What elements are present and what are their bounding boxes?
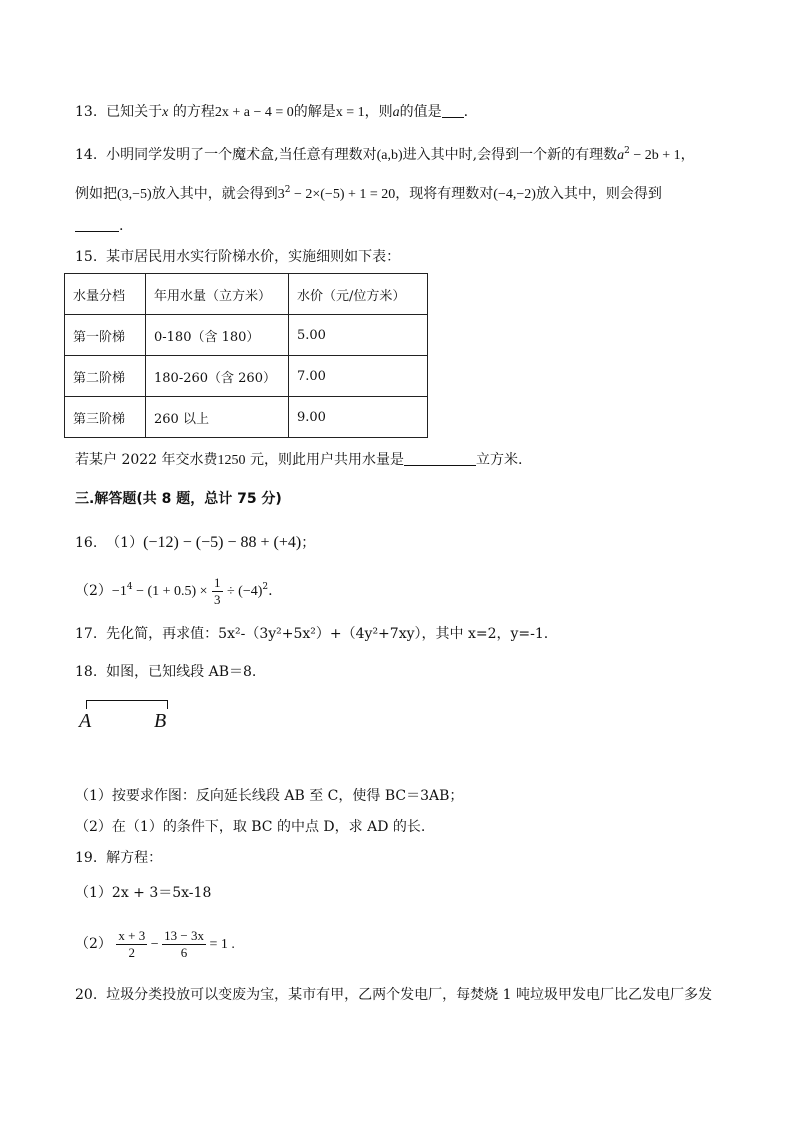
question-13 bbox=[75, 102, 468, 123]
q14-text: ，现将有理数对 bbox=[395, 186, 494, 202]
q18-part-1: （1）按要求作图：反向延长线段 AB 至 C，使得 BC＝3AB； bbox=[75, 788, 464, 804]
q20-text: 垃圾分类投放可以变废为宝，某市有甲，乙两个发电厂，每焚烧 1 吨垃圾甲发电厂比乙发电厂多发 bbox=[106, 987, 712, 1003]
q13-text: 的值是 bbox=[399, 104, 442, 120]
q14-text: . bbox=[119, 218, 124, 234]
q16-exponent: 2 bbox=[262, 582, 269, 592]
table-header-cell: 水量分档 bbox=[65, 274, 146, 315]
q13-text: 已知关于 bbox=[106, 104, 163, 120]
q13-answer-blank[interactable] bbox=[442, 103, 464, 118]
table-header-cell: 水价（元/位方米） bbox=[289, 274, 428, 315]
water-price-table bbox=[64, 273, 428, 438]
fraction-denominator: 2 bbox=[128, 944, 136, 960]
question-15 bbox=[75, 247, 400, 267]
q19-part-1: （1）2x + 3＝5x-18 bbox=[75, 885, 212, 901]
question-16-part-1 bbox=[75, 533, 315, 553]
q13-text: ，则 bbox=[364, 104, 393, 120]
point-a-label: A bbox=[79, 710, 92, 732]
q14-pair: (a,b) bbox=[376, 148, 403, 163]
q19-fraction-2 bbox=[162, 928, 206, 961]
q17-number: 17. bbox=[75, 626, 98, 642]
q16-text: ； bbox=[301, 535, 316, 551]
table-header-row bbox=[65, 274, 428, 315]
q17-text: 先化简，再求值：5x²-（3y²+5x²）+（4y²+7xy），其中 x=2，y=-1. bbox=[106, 626, 549, 642]
fraction-numerator: 13 − 3x bbox=[164, 927, 204, 943]
question-20 bbox=[75, 985, 712, 1005]
table-cell: 5.00 bbox=[289, 315, 428, 356]
q13-solution: x = 1 bbox=[335, 105, 365, 120]
q15-text: 元，则此用户共用水量是 bbox=[245, 452, 404, 468]
fraction-numerator: x + 3 bbox=[118, 927, 146, 943]
q15-answer-blank[interactable] bbox=[404, 451, 476, 466]
q15-number: 15. bbox=[75, 249, 98, 265]
q18-text: 如图，已知线段 AB＝8. bbox=[106, 664, 257, 680]
fraction-numerator: 1 bbox=[214, 574, 221, 590]
q15-text: 若某户 2022 年交水费 bbox=[75, 452, 218, 468]
table-cell: 260 以上 bbox=[146, 397, 289, 438]
q13-text: . bbox=[463, 104, 469, 120]
question-16-part-2 bbox=[75, 570, 273, 607]
segment-ab bbox=[86, 700, 168, 709]
table-cell: 9.00 bbox=[289, 397, 428, 438]
q16-text: . bbox=[268, 583, 273, 599]
fraction-denominator: 3 bbox=[214, 591, 221, 607]
q15-text: 立方米. bbox=[475, 452, 523, 468]
q16-part-label: （2） bbox=[75, 583, 112, 599]
q19-operator: − bbox=[147, 937, 163, 952]
q14-text: 小明同学发明了一个魔术盒,当任意有理数对 bbox=[106, 147, 377, 163]
point-b-label: B bbox=[154, 710, 167, 732]
q16-expression: ÷ (−4) bbox=[226, 584, 263, 599]
q19-fraction-1 bbox=[116, 928, 147, 961]
question-14-line-3 bbox=[75, 216, 123, 236]
q13-equation: 2x + a − 4 = 0 bbox=[214, 105, 294, 120]
q14-number: 14. bbox=[75, 147, 98, 163]
q16-expression: (−12) − (−5) − 88 + (+4) bbox=[143, 534, 302, 551]
q13-text: 的方程 bbox=[168, 104, 215, 120]
q14-calc-rest: − 2×(−5) + 1 = 20 bbox=[290, 187, 396, 202]
q14-text: 放入其中，则会得到 bbox=[535, 186, 662, 202]
table-cell: 180-260（含 260） bbox=[146, 356, 289, 397]
q13-var-a: a bbox=[392, 105, 400, 120]
q18-part-2: （2）在（1）的条件下，取 BC 的中点 D，求 AD 的长. bbox=[75, 819, 426, 835]
table-row bbox=[65, 356, 428, 397]
q16-exponent: 4 bbox=[126, 582, 133, 592]
question-18 bbox=[75, 662, 256, 682]
q14-answer-blank[interactable] bbox=[75, 217, 119, 232]
q15-intro: 某市居民用水实行阶梯水价，实施细则如下表： bbox=[106, 249, 401, 265]
question-17 bbox=[75, 624, 548, 644]
table-row bbox=[65, 315, 428, 356]
q16-fraction bbox=[212, 575, 223, 608]
q16-expression: − (1 + 0.5) × bbox=[132, 584, 208, 599]
q13-var-x: x bbox=[162, 105, 169, 120]
table-cell: 第二阶梯 bbox=[65, 356, 146, 397]
q19-number: 19. bbox=[75, 850, 98, 866]
question-19 bbox=[75, 848, 162, 868]
q19-text: = 1 . bbox=[205, 937, 235, 952]
q15-amount: 1250 bbox=[217, 453, 246, 468]
question-14-line-1: 14. 小明同学发明了一个魔术盒,当任意有理数对(a,b)进入其中时,会得到一个新的有理数$a^2 - 2b + 1$， bbox=[75, 146, 695, 163]
q14-text: 进入其中时,会得到一个新的有理数 bbox=[402, 147, 618, 163]
q14-text: 放入其中，就会得到 bbox=[151, 186, 278, 202]
q14-calc-base: 3 bbox=[277, 187, 285, 202]
question-14-line-2: 例如把(3,−5)放入其中，就会得到$3^2 - 2\times(-5) + 1 = 20$，现将有理数对(−4,−2)放入其中，则会得到 bbox=[75, 185, 662, 202]
q14-pair3: (−4,−2) bbox=[493, 187, 536, 202]
q13-number: 13. bbox=[75, 104, 98, 120]
q14-expr-a: a bbox=[617, 148, 625, 163]
table-header-cell: 年用水量（立方米） bbox=[146, 274, 289, 315]
q16-part-label: （1） bbox=[106, 535, 144, 551]
q16-expression: −1 bbox=[111, 584, 127, 599]
table-cell: 0-180（含 180） bbox=[146, 315, 289, 356]
q15-follow-up bbox=[75, 450, 522, 471]
section-heading: 三.解答题(共 8 题，总计 75 分) bbox=[75, 491, 282, 507]
q14-expr-rest: − 2b + 1 bbox=[629, 148, 681, 163]
fraction-denominator: 6 bbox=[180, 944, 188, 960]
q16-number: 16. bbox=[75, 535, 98, 551]
q19-part-2 bbox=[75, 924, 235, 964]
q14-text: 例如把 bbox=[75, 186, 117, 202]
q14-pair2: (3,−5) bbox=[117, 187, 152, 202]
q18-number: 18. bbox=[75, 664, 98, 680]
q20-number: 20. bbox=[75, 987, 98, 1003]
q19-title: 解方程： bbox=[106, 850, 163, 866]
q13-text: 的解是 bbox=[293, 104, 336, 120]
table-cell: 第一阶梯 bbox=[65, 315, 146, 356]
table-row bbox=[65, 397, 428, 438]
q19-part-label: （2） bbox=[75, 936, 112, 952]
table-cell: 第三阶梯 bbox=[65, 397, 146, 438]
q14-text: ， bbox=[680, 147, 695, 163]
table-cell: 7.00 bbox=[289, 356, 428, 397]
